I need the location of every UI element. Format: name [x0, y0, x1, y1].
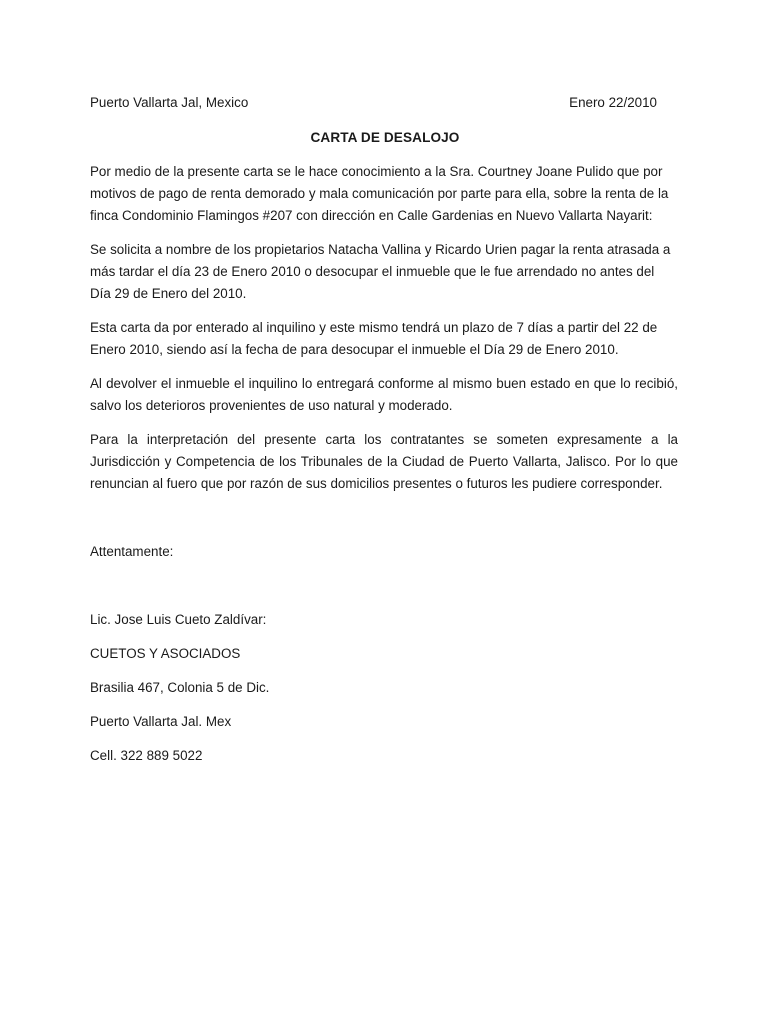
letter-header — [90, 92, 657, 114]
letter-body — [90, 92, 678, 779]
signature-block — [90, 609, 678, 767]
paragraph-request: Se solicita a nombre de los propietarios Natacha Vallina y Ricardo Urien pagar la renta atrasada a más tardar el día 23 de Enero 2010 o desocupar el inmueble que le fue arrendado no antes del Día 29 de Enero del 2010. — [90, 242, 671, 301]
paragraph-notice: Esta carta da por enterado al inquilino y este mismo tendrá un plazo de 7 días a partir del 22 de Enero 2010, siendo así la fecha de para desocupar el inmueble el Día 29 de Enero 2010. — [90, 320, 658, 357]
signature-firm: CUETOS Y ASOCIADOS — [90, 646, 241, 661]
paragraph-return: Al devolver el inmueble el inquilino lo entregará conforme al mismo buen estado en que lo recibió, salvo los deterioros provenientes de uso natural y moderado. — [90, 376, 678, 413]
paragraph-intro: Por medio de la presente carta se le hace conocimiento a la Sra. Courtney Joane Pulido que por motivos de pago de renta demorado y mala comunicación por parte para ella, sobre la renta de la finca Condominio Flamingos #207 con dirección en Calle Gardenias en Nuevo Vallarta Nayarit: — [90, 164, 669, 223]
letter-closing: Attentamente: — [90, 544, 174, 559]
signature-city: Puerto Vallarta Jal. Mex — [90, 714, 232, 729]
letter-place: Puerto Vallarta Jal, Mexico — [90, 95, 249, 110]
signature-address: Brasilia 467, Colonia 5 de Dic. — [90, 680, 270, 695]
letter-title: CARTA DE DESALOJO — [310, 130, 460, 145]
paragraph-jurisdiction: Para la interpretación del presente carta los contratantes se someten expresamente a la Jurisdicción y Competencia de los Tribunales de la Ciudad de Puerto Vallarta, Jalisco. Por lo que renuncian al fuero que por razón de sus domicilios presentes o futuros les pudiere corresponder. — [90, 432, 678, 491]
letter-date: Enero 22/2010 — [569, 95, 657, 110]
signature-name: Lic. Jose Luis Cueto Zaldívar: — [90, 612, 267, 627]
signature-phone: Cell. 322 889 5022 — [90, 748, 203, 763]
